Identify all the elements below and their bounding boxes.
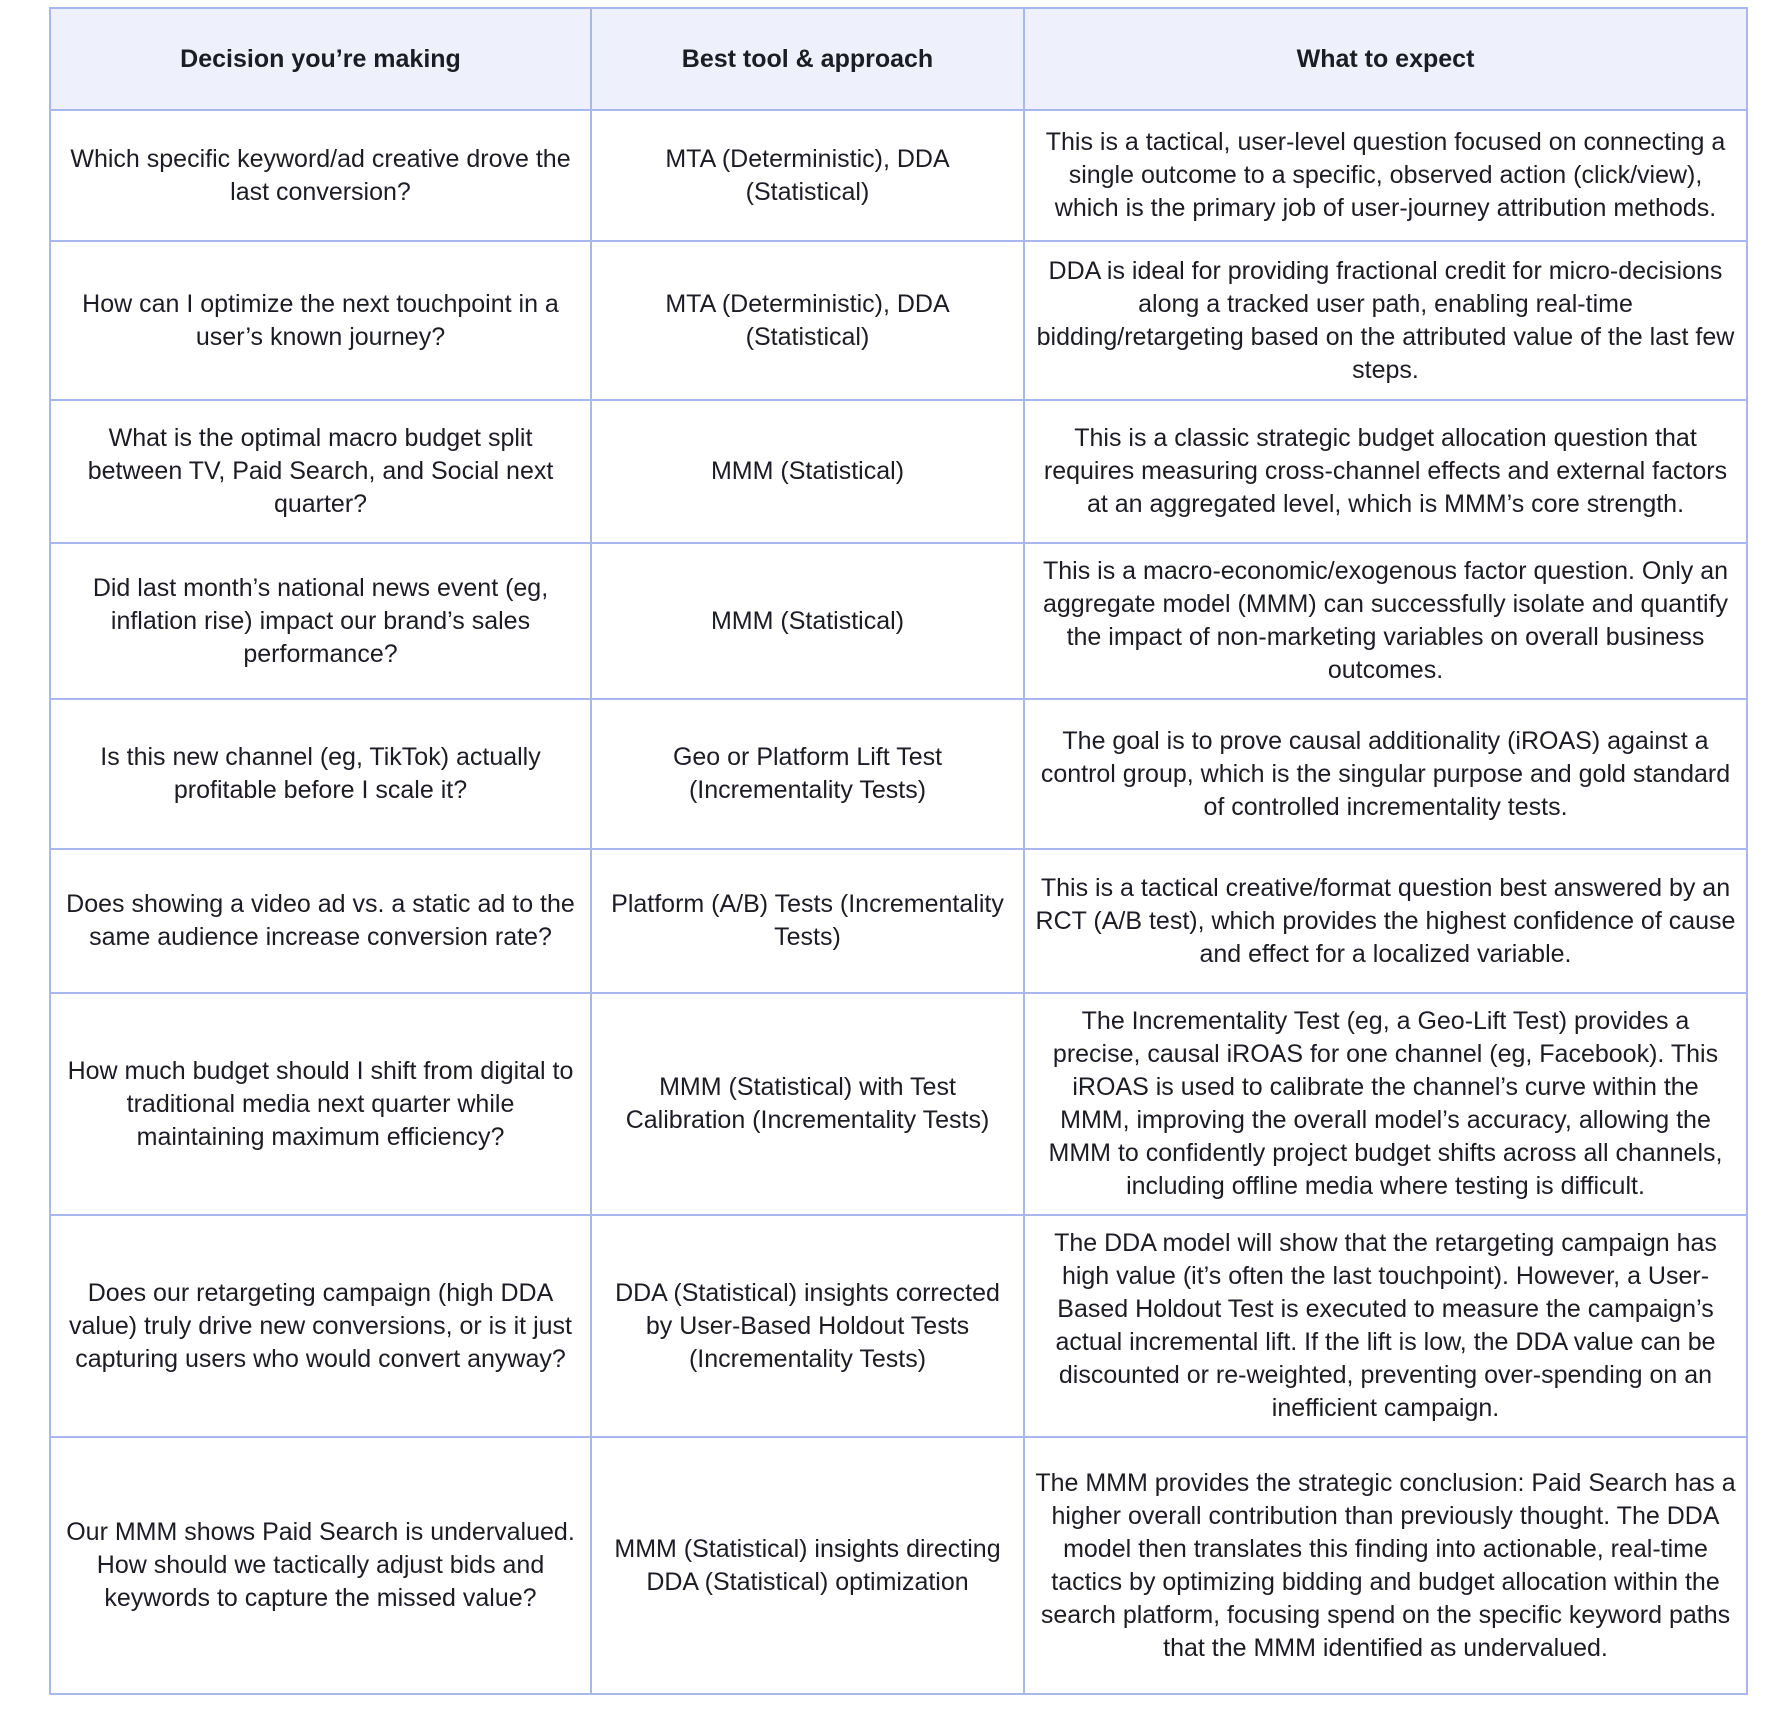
decision-cell: Did last month’s national news event (eg, inflation rise) impact our brand’s sales performance? bbox=[50, 543, 591, 699]
decision-cell: Which specific keyword/ad creative drove the last conversion? bbox=[50, 110, 591, 241]
expect-cell: The MMM provides the strategic conclusion: Paid Search has a higher overall contribution than previously thought. The DDA model then translates this finding into actionable, real-time tactics by optimizing bidding and budget allocation within the search platform, focusing spend on the specific keyword paths that the MMM identified as undervalued. bbox=[1024, 1437, 1747, 1694]
header-decision: Decision you’re making bbox=[50, 8, 591, 110]
decision-tool-table bbox=[49, 7, 1748, 1695]
decision-cell: Does our retargeting campaign (high DDA value) truly drive new conversions, or is it just capturing users who would convert anyway? bbox=[50, 1215, 591, 1437]
expect-cell: The goal is to prove causal additionality (iROAS) against a control group, which is the singular purpose and gold standard of controlled incrementality tests. bbox=[1024, 699, 1747, 849]
expect-cell: This is a macro-economic/exogenous factor question. Only an aggregate model (MMM) can successfully isolate and quantify the impact of non-marketing variables on overall business outcomes. bbox=[1024, 543, 1747, 699]
tool-cell: MMM (Statistical) bbox=[591, 543, 1024, 699]
expect-cell: This is a tactical creative/format question best answered by an RCT (A/B test), which provides the highest confidence of cause and effect for a localized variable. bbox=[1024, 849, 1747, 993]
table-row bbox=[50, 699, 1747, 849]
table-row bbox=[50, 241, 1747, 400]
expect-cell: The Incrementality Test (eg, a Geo-Lift Test) provides a precise, causal iROAS for one channel (eg, Facebook). This iROAS is used to calibrate the channel’s curve within the MMM, improving the overall model’s accuracy, allowing the MMM to confidently project budget shifts across all channels, including offline media where testing is difficult. bbox=[1024, 993, 1747, 1215]
decision-cell: Our MMM shows Paid Search is undervalued. How should we tactically adjust bids and keywords to capture the missed value? bbox=[50, 1437, 591, 1694]
tool-cell: MMM (Statistical) with Test Calibration (Incrementality Tests) bbox=[591, 993, 1024, 1215]
decision-cell: How much budget should I shift from digital to traditional media next quarter while maintaining maximum efficiency? bbox=[50, 993, 591, 1215]
table-header-row bbox=[50, 8, 1747, 110]
decision-cell: What is the optimal macro budget split between TV, Paid Search, and Social next quarter? bbox=[50, 400, 591, 543]
expect-cell: The DDA model will show that the retargeting campaign has high value (it’s often the last touchpoint). However, a User-Based Holdout Test is executed to measure the campaign’s actual incremental lift. If the lift is low, the DDA value can be discounted or re-weighted, preventing over-spending on an inefficient campaign. bbox=[1024, 1215, 1747, 1437]
table-row bbox=[50, 110, 1747, 241]
tool-cell: MMM (Statistical) bbox=[591, 400, 1024, 543]
tool-cell: MTA (Deterministic), DDA (Statistical) bbox=[591, 241, 1024, 400]
decision-cell: Is this new channel (eg, TikTok) actually profitable before I scale it? bbox=[50, 699, 591, 849]
tool-cell: Geo or Platform Lift Test (Incrementality Tests) bbox=[591, 699, 1024, 849]
tool-cell: MTA (Deterministic), DDA (Statistical) bbox=[591, 110, 1024, 241]
table-row bbox=[50, 543, 1747, 699]
table-row bbox=[50, 1215, 1747, 1437]
table-row bbox=[50, 993, 1747, 1215]
decision-cell: How can I optimize the next touchpoint in a user’s known journey? bbox=[50, 241, 591, 400]
tool-cell: Platform (A/B) Tests (Incrementality Tests) bbox=[591, 849, 1024, 993]
decision-cell: Does showing a video ad vs. a static ad to the same audience increase conversion rate? bbox=[50, 849, 591, 993]
tool-cell: MMM (Statistical) insights directing DDA (Statistical) optimization bbox=[591, 1437, 1024, 1694]
table-row bbox=[50, 1437, 1747, 1694]
comparison-table-container bbox=[49, 7, 1746, 1695]
expect-cell: DDA is ideal for providing fractional credit for micro-decisions along a tracked user path, enabling real-time bidding/retargeting based on the attributed value of the last few steps. bbox=[1024, 241, 1747, 400]
expect-cell: This is a classic strategic budget allocation question that requires measuring cross-channel effects and external factors at an aggregated level, which is MMM’s core strength. bbox=[1024, 400, 1747, 543]
table-row bbox=[50, 849, 1747, 993]
header-expect: What to expect bbox=[1024, 8, 1747, 110]
expect-cell: This is a tactical, user-level question focused on connecting a single outcome to a specific, observed action (click/view), which is the primary job of user-journey attribution methods. bbox=[1024, 110, 1747, 241]
tool-cell: DDA (Statistical) insights corrected by User-Based Holdout Tests (Incrementality Tests) bbox=[591, 1215, 1024, 1437]
table-row bbox=[50, 400, 1747, 543]
header-tool: Best tool & approach bbox=[591, 8, 1024, 110]
